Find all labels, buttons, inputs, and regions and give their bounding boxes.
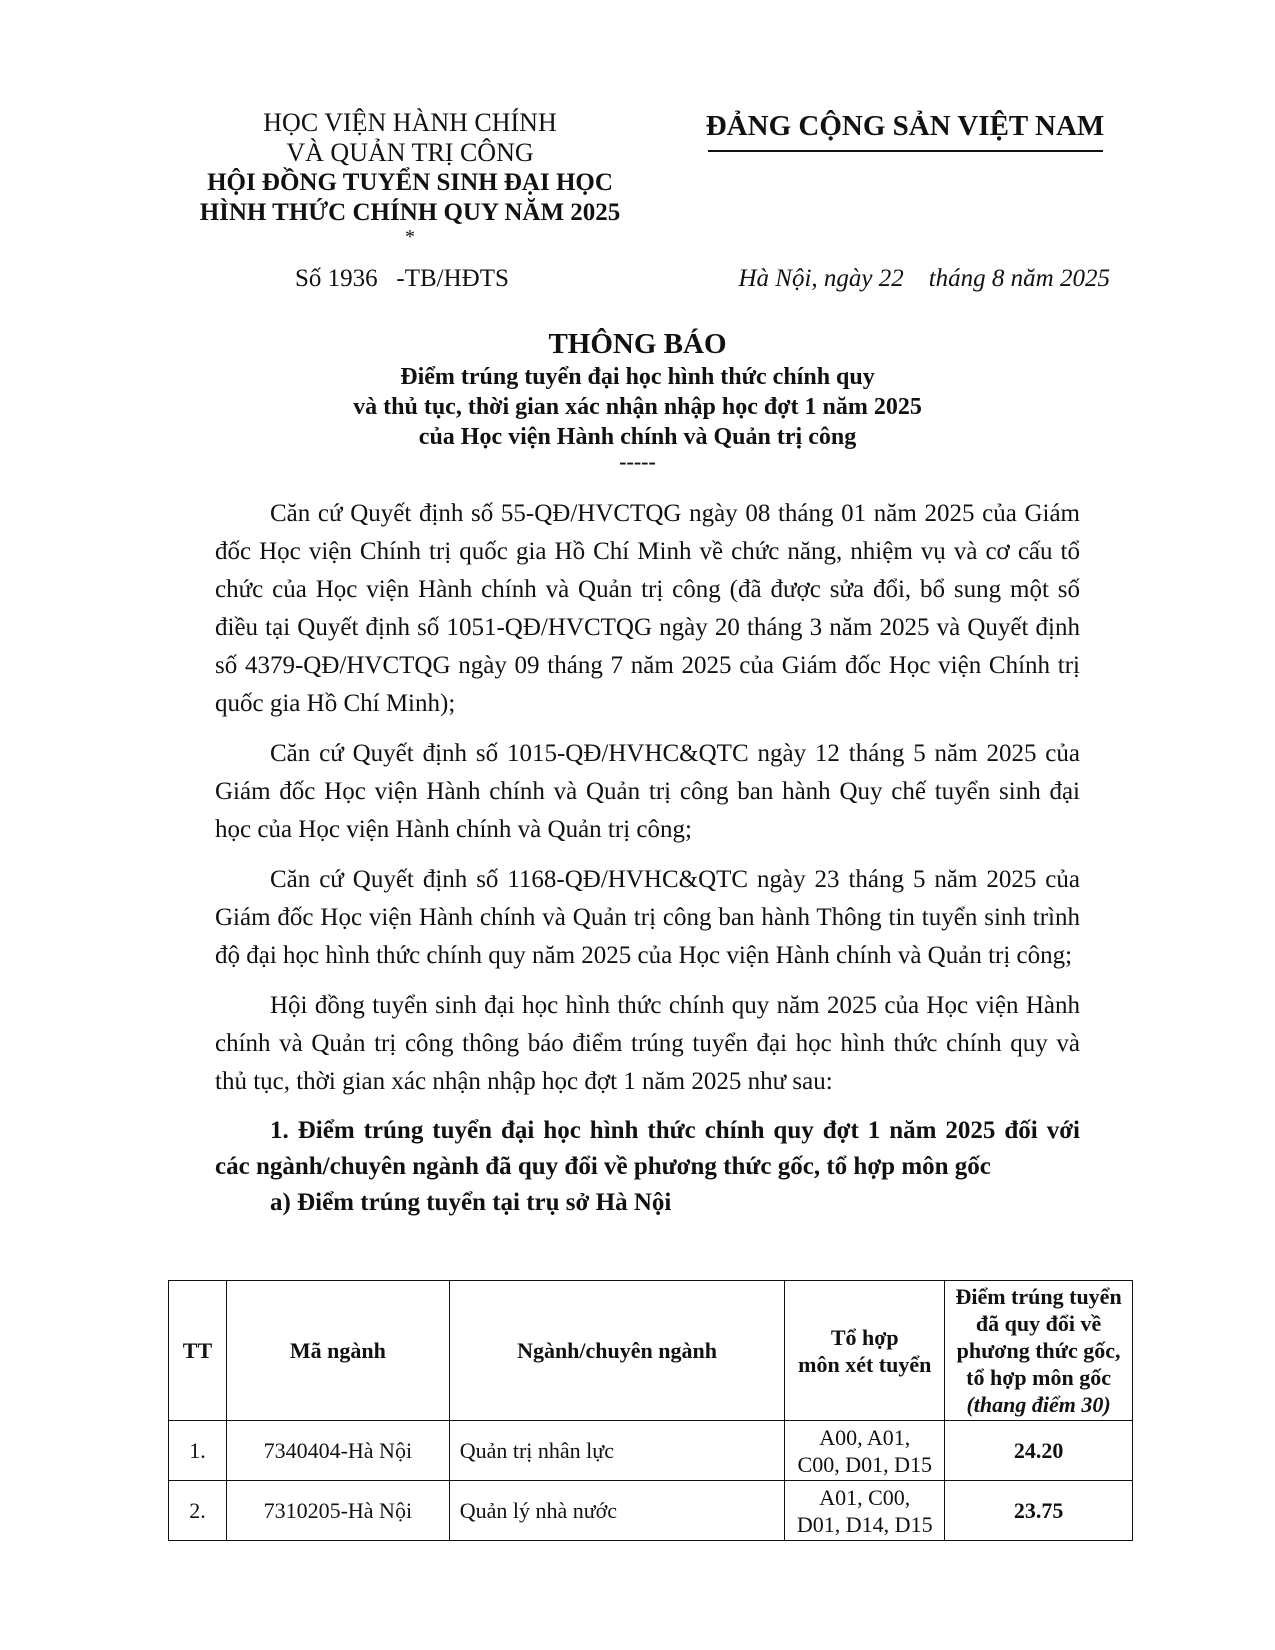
title-block [150, 326, 1125, 472]
combination-line1: A01, C00, [819, 1484, 911, 1510]
paragraph: Căn cứ Quyết định số 55-QĐ/HVCTQG ngày 08 tháng 01 năm 2025 của Giám đốc Học viện Chính trị quốc gia Hồ Chí Minh về chức năng, nhiệm vụ và cơ cấu tổ chức của Học viện Hành chính và Quản trị công (đã được sửa đổi, bổ sung một số điều tại Quyết định số 1051-QĐ/HVCTQG ngày 20 tháng 3 năm 2025 và Quyết định số 4379-QĐ/HVCTQG ngày 09 tháng 7 năm 2025 của Giám đốc Học viện Chính trị quốc gia Hồ Chí Minh); [215, 500, 1080, 717]
subsection-heading: a) Điểm trúng tuyển tại trụ sở Hà Nội [270, 1189, 672, 1216]
header-score-scale: (thang điểm 30) [966, 1392, 1111, 1417]
section-heading: 1. Điểm trúng tuyển đại học hình thức chính quy đợt 1 năm 2025 đối với các ngành/chuyên ngành đã quy đổi về phương thức gốc, tổ hợp môn gốc [215, 1117, 1080, 1180]
header-score-line1: Điểm trúng tuyển [955, 1284, 1122, 1309]
paragraph: Hội đồng tuyển sinh đại học hình thức chính quy năm 2025 của Học viện Hành chính và Quản trị công thông báo điểm trúng tuyển đại học hình thức chính quy và thủ tục, thời gian xác nhận nhập học đợt 1 năm 2025 như sau: [215, 992, 1080, 1095]
header-combination [785, 1281, 945, 1421]
org-name-line2: VÀ QUẢN TRỊ CÔNG [286, 138, 534, 167]
header-combination-line2: môn xét tuyển [798, 1351, 932, 1377]
cell-combination [785, 1481, 945, 1541]
cell-combination [785, 1421, 945, 1481]
star-mark: * [405, 226, 415, 248]
page-title: THÔNG BÁO [548, 328, 727, 360]
party-underline [708, 150, 1103, 152]
header-score [945, 1281, 1133, 1421]
header-code: Mã ngành [226, 1281, 449, 1421]
document-body [215, 495, 1080, 1221]
admission-score-table [168, 1280, 1133, 1541]
cell-code: 7340404-Hà Nội [226, 1421, 449, 1481]
party-block [700, 108, 1110, 152]
header-score-line3: phương thức gốc, [956, 1338, 1121, 1363]
table-row [169, 1481, 1133, 1541]
paragraph: Căn cứ Quyết định số 1168-QĐ/HVHC&QTC ngày 23 tháng 5 năm 2025 của Giám đốc Học viện Hành chính và Quản trị công ban hành Thông tin tuyển sinh trình độ đại học hình thức chính quy năm 2025 của Học viện Hành chính và Quản trị công; [215, 866, 1080, 969]
header-major: Ngành/chuyên ngành [449, 1281, 785, 1421]
council-name-line1: HỘI ĐỒNG TUYỂN SINH ĐẠI HỌC [207, 169, 613, 196]
paragraph: Căn cứ Quyết định số 1015-QĐ/HVHC&QTC ngày 12 tháng 5 năm 2025 của Giám đốc Học viện Hành chính và Quản trị công ban hành Quy chế tuyển sinh đại học của Học viện Hành chính và Quản trị công; [215, 740, 1080, 843]
subtitle-line3: của Học viện Hành chính và Quản trị công [418, 424, 857, 450]
header-score-line2: đã quy đổi về [975, 1311, 1102, 1336]
combination-line2: C00, D01, D15 [797, 1451, 932, 1477]
cell-tt: 1. [169, 1421, 227, 1481]
combination-line1: A00, A01, [819, 1424, 911, 1450]
org-name-line1: HỌC VIỆN HÀNH CHÍNH [263, 108, 557, 137]
subtitle-line1: Điểm trúng tuyển đại học hình thức chính quy [400, 364, 875, 390]
header-combination-line1: Tổ hợp [830, 1324, 899, 1350]
combination-line2: D01, D14, D15 [796, 1511, 933, 1537]
party-name: ĐẢNG CỘNG SẢN VIỆT NAM [705, 110, 1105, 142]
cell-tt: 2. [169, 1481, 227, 1541]
document-date: Hà Nội, ngày 22 tháng 8 năm 2025 [738, 265, 1110, 292]
cell-major: Quản trị nhân lực [449, 1421, 785, 1481]
table-row [169, 1421, 1133, 1481]
header-tt: TT [169, 1281, 227, 1421]
title-divider: ----- [619, 449, 656, 474]
cell-score: 24.20 [945, 1421, 1133, 1481]
council-name-line2: HÌNH THỨC CHÍNH QUY NĂM 2025 [199, 199, 621, 226]
cell-code: 7310205-Hà Nội [226, 1481, 449, 1541]
issuer-block [150, 108, 670, 246]
header-score-line4: tổ hợp môn gốc [966, 1365, 1111, 1390]
subtitle-line2: và thủ tục, thời gian xác nhận nhập học đợt 1 năm 2025 [353, 394, 922, 420]
table-header-row [169, 1281, 1133, 1421]
cell-score: 23.75 [945, 1481, 1133, 1541]
document-number: Số 1936 -TB/HĐTS [295, 265, 509, 292]
cell-major: Quản lý nhà nước [449, 1481, 785, 1541]
